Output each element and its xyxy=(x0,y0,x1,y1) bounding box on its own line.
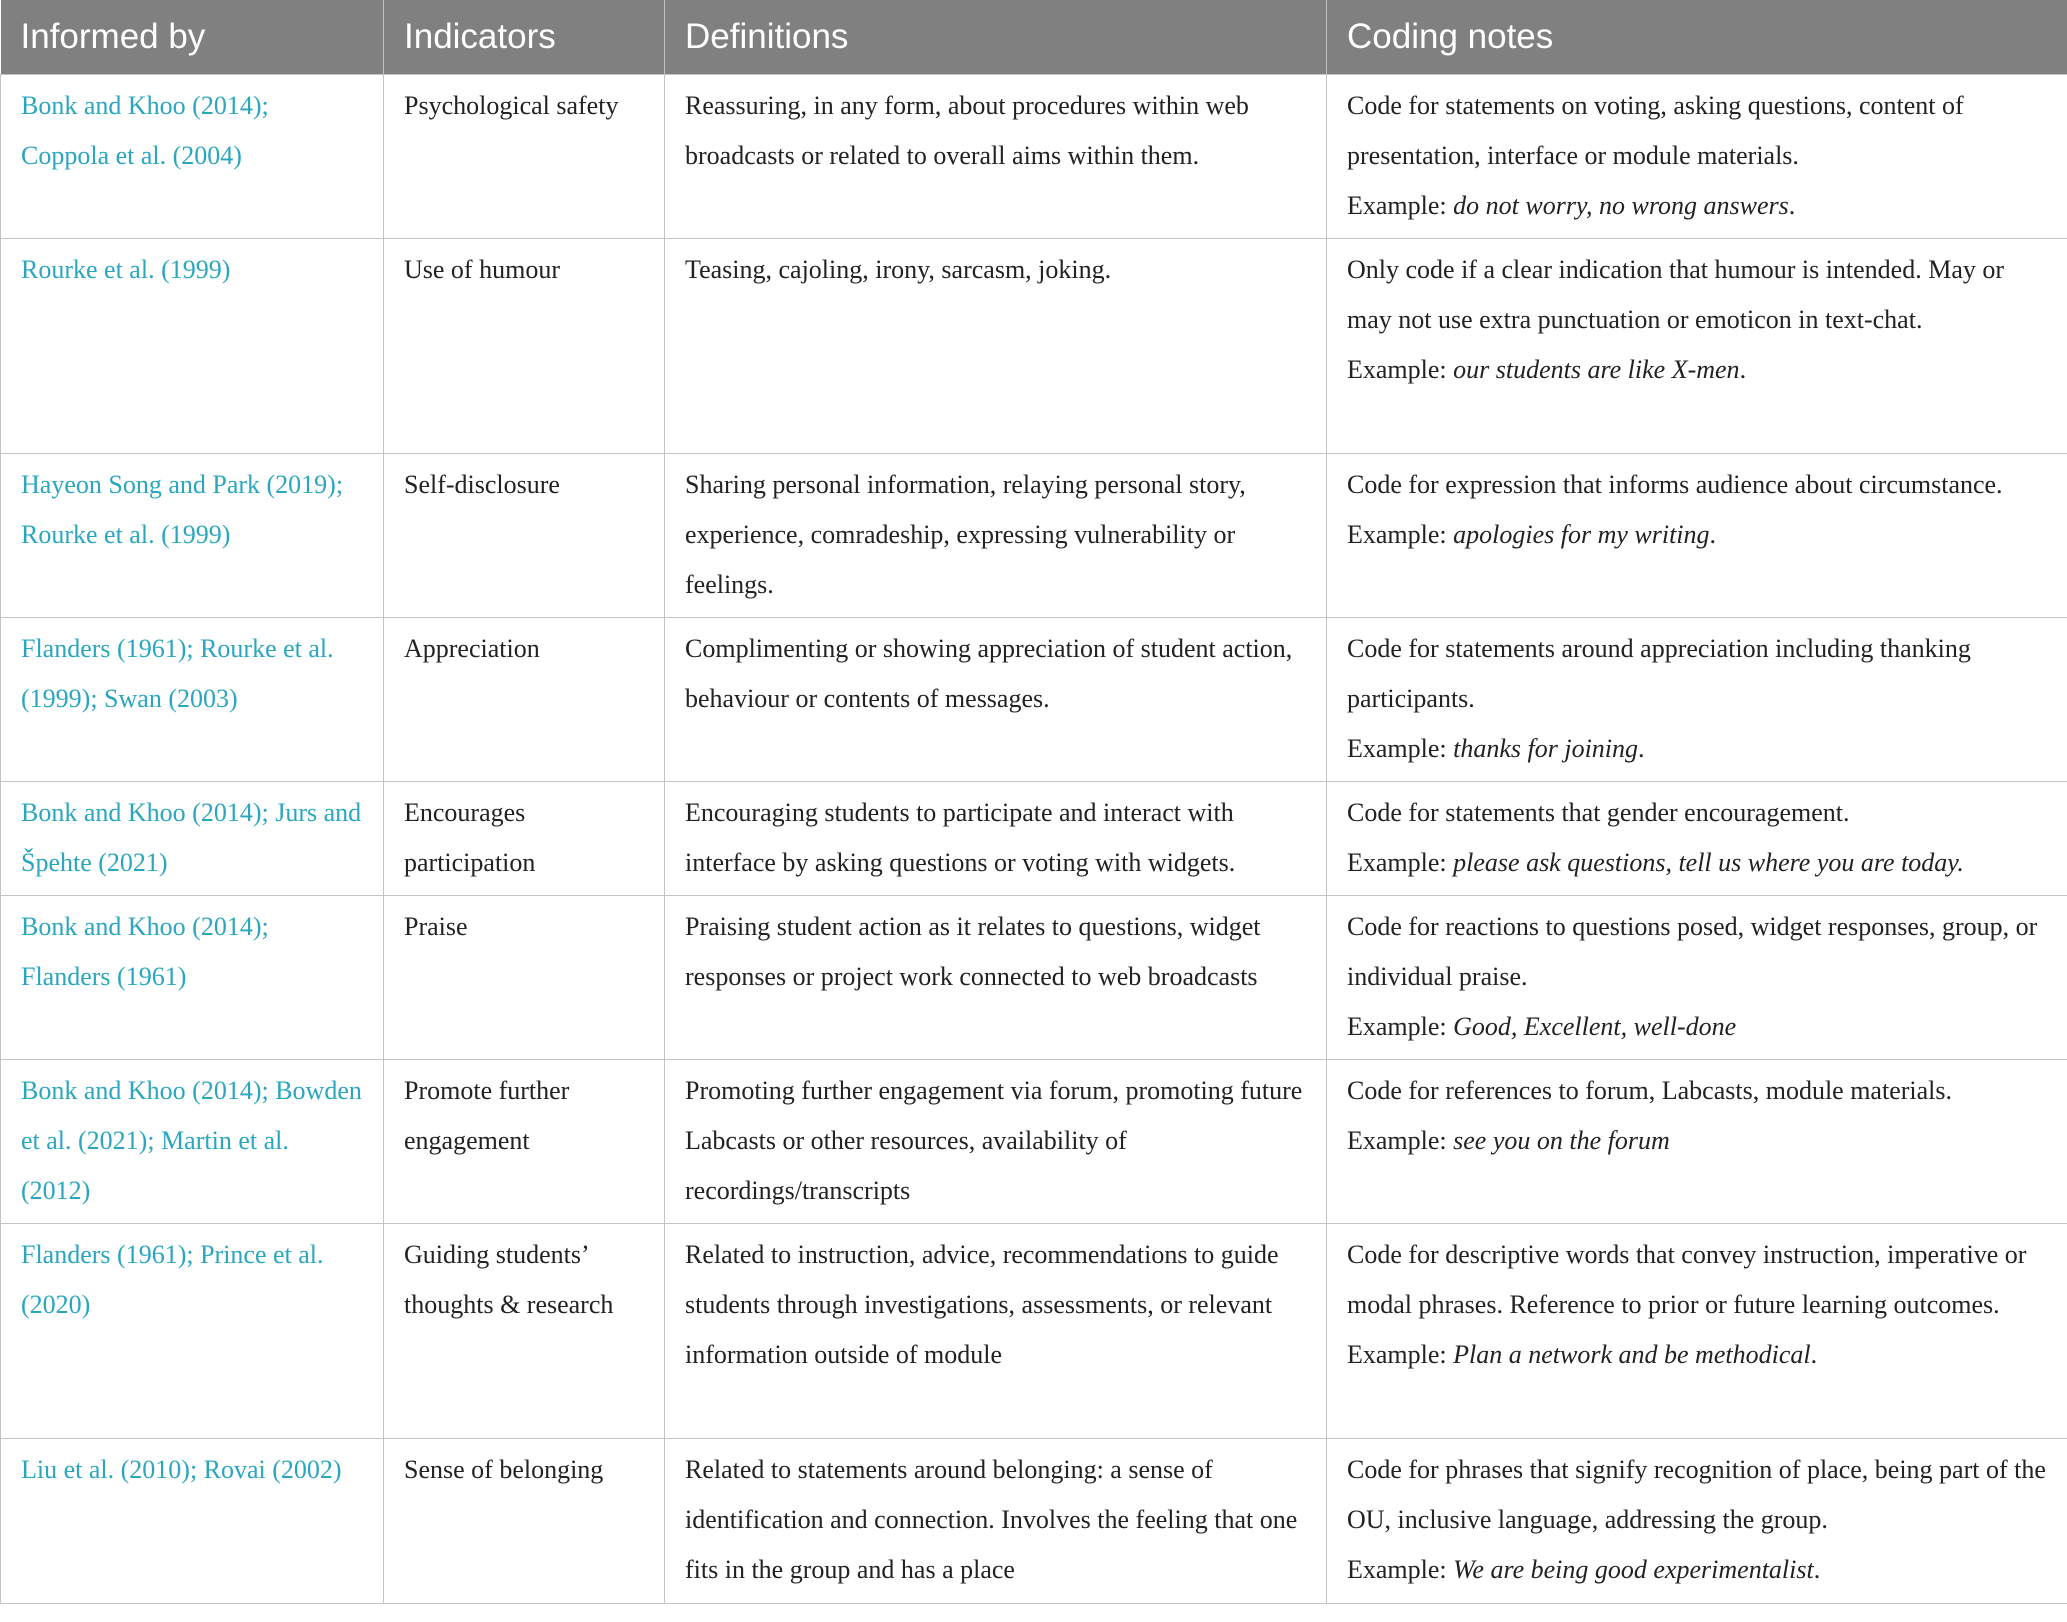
example-text: do not worry, no wrong answers xyxy=(1453,190,1789,220)
example-line xyxy=(1347,1116,2047,1166)
definition-cell: Encouraging students to participate and interact with interface by asking questions or voting with widgets. xyxy=(665,781,1327,895)
definition-cell: Related to instruction, advice, recommendations to guide students through investigations, assessments, or relevant information outside of module xyxy=(665,1223,1327,1438)
informed-by-cell: Bonk and Khoo (2014); Coppola et al. (2004) xyxy=(1,74,384,238)
indicator-cell: Psychological safety xyxy=(384,74,665,238)
example-line xyxy=(1347,1545,2047,1595)
coding-notes-cell xyxy=(1327,617,2067,781)
coding-note-text: Code for expression that informs audience about circumstance. xyxy=(1347,469,2003,499)
indicator-cell: Use of humour xyxy=(384,238,665,453)
example-end: . xyxy=(1813,1554,1821,1584)
example-line xyxy=(1347,1002,2047,1052)
definition-cell: Complimenting or showing appreciation of student action, behaviour or contents of messages. xyxy=(665,617,1327,781)
informed-by-cell: Hayeon Song and Park (2019); Rourke et al. (1999) xyxy=(1,453,384,617)
example-line xyxy=(1347,1330,2047,1380)
example-label: Example: xyxy=(1347,519,1454,549)
table-row xyxy=(1,1438,2067,1603)
definition-cell: Related to statements around belonging: a sense of identification and connection. Involves the feeling that one fits in the group and has a place xyxy=(665,1438,1327,1603)
example-line xyxy=(1347,181,2047,231)
example-label: Example: xyxy=(1347,1339,1454,1369)
header-informed-by: Informed by xyxy=(1,0,384,74)
coding-note-text: Code for reactions to questions posed, widget responses, group, or individual praise. xyxy=(1347,911,2038,991)
coding-note-text: Code for descriptive words that convey instruction, imperative or modal phrases. Reference to prior or future learning outcomes. xyxy=(1347,1239,2027,1319)
coding-notes-cell xyxy=(1327,895,2067,1059)
indicator-cell: Appreciation xyxy=(384,617,665,781)
header-definitions: Definitions xyxy=(665,0,1327,74)
indicator-cell: Guiding students’ thoughts & research xyxy=(384,1223,665,1438)
header-indicators: Indicators xyxy=(384,0,665,74)
table-row xyxy=(1,74,2067,238)
indicator-cell: Praise xyxy=(384,895,665,1059)
header-coding-notes: Coding notes xyxy=(1327,0,2067,74)
example-end: . xyxy=(1709,519,1717,549)
example-end: . xyxy=(1638,733,1645,763)
indicator-cell: Encourages participation xyxy=(384,781,665,895)
definition-cell: Promoting further engagement via forum, promoting future Labcasts or other resources, availability of recordings/transcripts xyxy=(665,1059,1327,1223)
informed-by-cell: Bonk and Khoo (2014); Jurs and Špehte (2021) xyxy=(1,781,384,895)
coding-notes-cell xyxy=(1327,74,2067,238)
example-end: . xyxy=(1810,1339,1818,1369)
coding-notes-cell xyxy=(1327,453,2067,617)
example-text: Plan a network and be methodical xyxy=(1453,1339,1811,1369)
coding-note-text: Code for statements on voting, asking questions, content of presentation, interface or module materials. xyxy=(1347,90,1964,170)
coding-note-text: Code for statements that gender encouragement. xyxy=(1347,797,1850,827)
informed-by-cell: Liu et al. (2010); Rovai (2002) xyxy=(1,1438,384,1603)
indicator-cell: Sense of belonging xyxy=(384,1438,665,1603)
table-row xyxy=(1,1223,2067,1438)
example-label: Example: xyxy=(1347,190,1454,220)
table-row xyxy=(1,617,2067,781)
example-end: . xyxy=(1739,354,1747,384)
header-row xyxy=(1,0,2067,74)
coding-note-text: Only code if a clear indication that humour is intended. May or may not use extra punctuation or emoticon in text-chat. xyxy=(1347,254,2005,334)
informed-by-cell: Flanders (1961); Prince et al. (2020) xyxy=(1,1223,384,1438)
informed-by-cell: Flanders (1961); Rourke et al. (1999); Swan (2003) xyxy=(1,617,384,781)
coding-notes-cell xyxy=(1327,1223,2067,1438)
example-text: We are being good experimentalist xyxy=(1453,1554,1814,1584)
coding-note-text: Code for statements around appreciation including thanking participants. xyxy=(1347,633,1971,713)
table-row xyxy=(1,781,2067,895)
example-text: apologies for my writing xyxy=(1453,519,1710,549)
table-row xyxy=(1,1059,2067,1223)
informed-by-cell: Rourke et al. (1999) xyxy=(1,238,384,453)
table-row xyxy=(1,238,2067,453)
example-end: . xyxy=(1788,190,1796,220)
example-text: see you on the forum xyxy=(1453,1125,1670,1155)
informed-by-cell: Bonk and Khoo (2014); Bowden et al. (2021); Martin et al. (2012) xyxy=(1,1059,384,1223)
example-line xyxy=(1347,724,2047,774)
indicator-cell: Self-disclosure xyxy=(384,453,665,617)
example-text: please ask questions, tell us where you are today. xyxy=(1453,847,1964,877)
example-text: Good, Excellent, well-done xyxy=(1453,1011,1737,1041)
coding-notes-cell xyxy=(1327,1059,2067,1223)
informed-by-cell: Bonk and Khoo (2014); Flanders (1961) xyxy=(1,895,384,1059)
coding-notes-cell xyxy=(1327,238,2067,453)
example-label: Example: xyxy=(1347,1011,1454,1041)
example-text: thanks for joining xyxy=(1453,733,1639,763)
indicator-cell: Promote further engagement xyxy=(384,1059,665,1223)
coding-notes-cell xyxy=(1327,781,2067,895)
coding-notes-cell xyxy=(1327,1438,2067,1603)
table-row xyxy=(1,895,2067,1059)
example-label: Example: xyxy=(1347,1554,1454,1584)
example-label: Example: xyxy=(1347,847,1454,877)
coding-note-text: Code for phrases that signify recognition of place, being part of the OU, inclusive language, addressing the group. xyxy=(1347,1454,2046,1534)
definition-cell: Reassuring, in any form, about procedures within web broadcasts or related to overall aims within them. xyxy=(665,74,1327,238)
table-row xyxy=(1,453,2067,617)
example-label: Example: xyxy=(1347,354,1454,384)
example-line xyxy=(1347,838,2047,888)
example-label: Example: xyxy=(1347,1125,1454,1155)
definition-cell: Sharing personal information, relaying personal story, experience, comradeship, expressing vulnerability or feelings. xyxy=(665,453,1327,617)
definition-cell: Teasing, cajoling, irony, sarcasm, joking. xyxy=(665,238,1327,453)
example-label: Example: xyxy=(1347,733,1454,763)
definition-cell: Praising student action as it relates to questions, widget responses or project work connected to web broadcasts xyxy=(665,895,1327,1059)
example-line xyxy=(1347,510,2047,560)
example-line xyxy=(1347,345,2047,395)
coding-note-text: Code for references to forum, Labcasts, module materials. xyxy=(1347,1075,1952,1105)
example-text: our students are like X-men xyxy=(1453,354,1740,384)
